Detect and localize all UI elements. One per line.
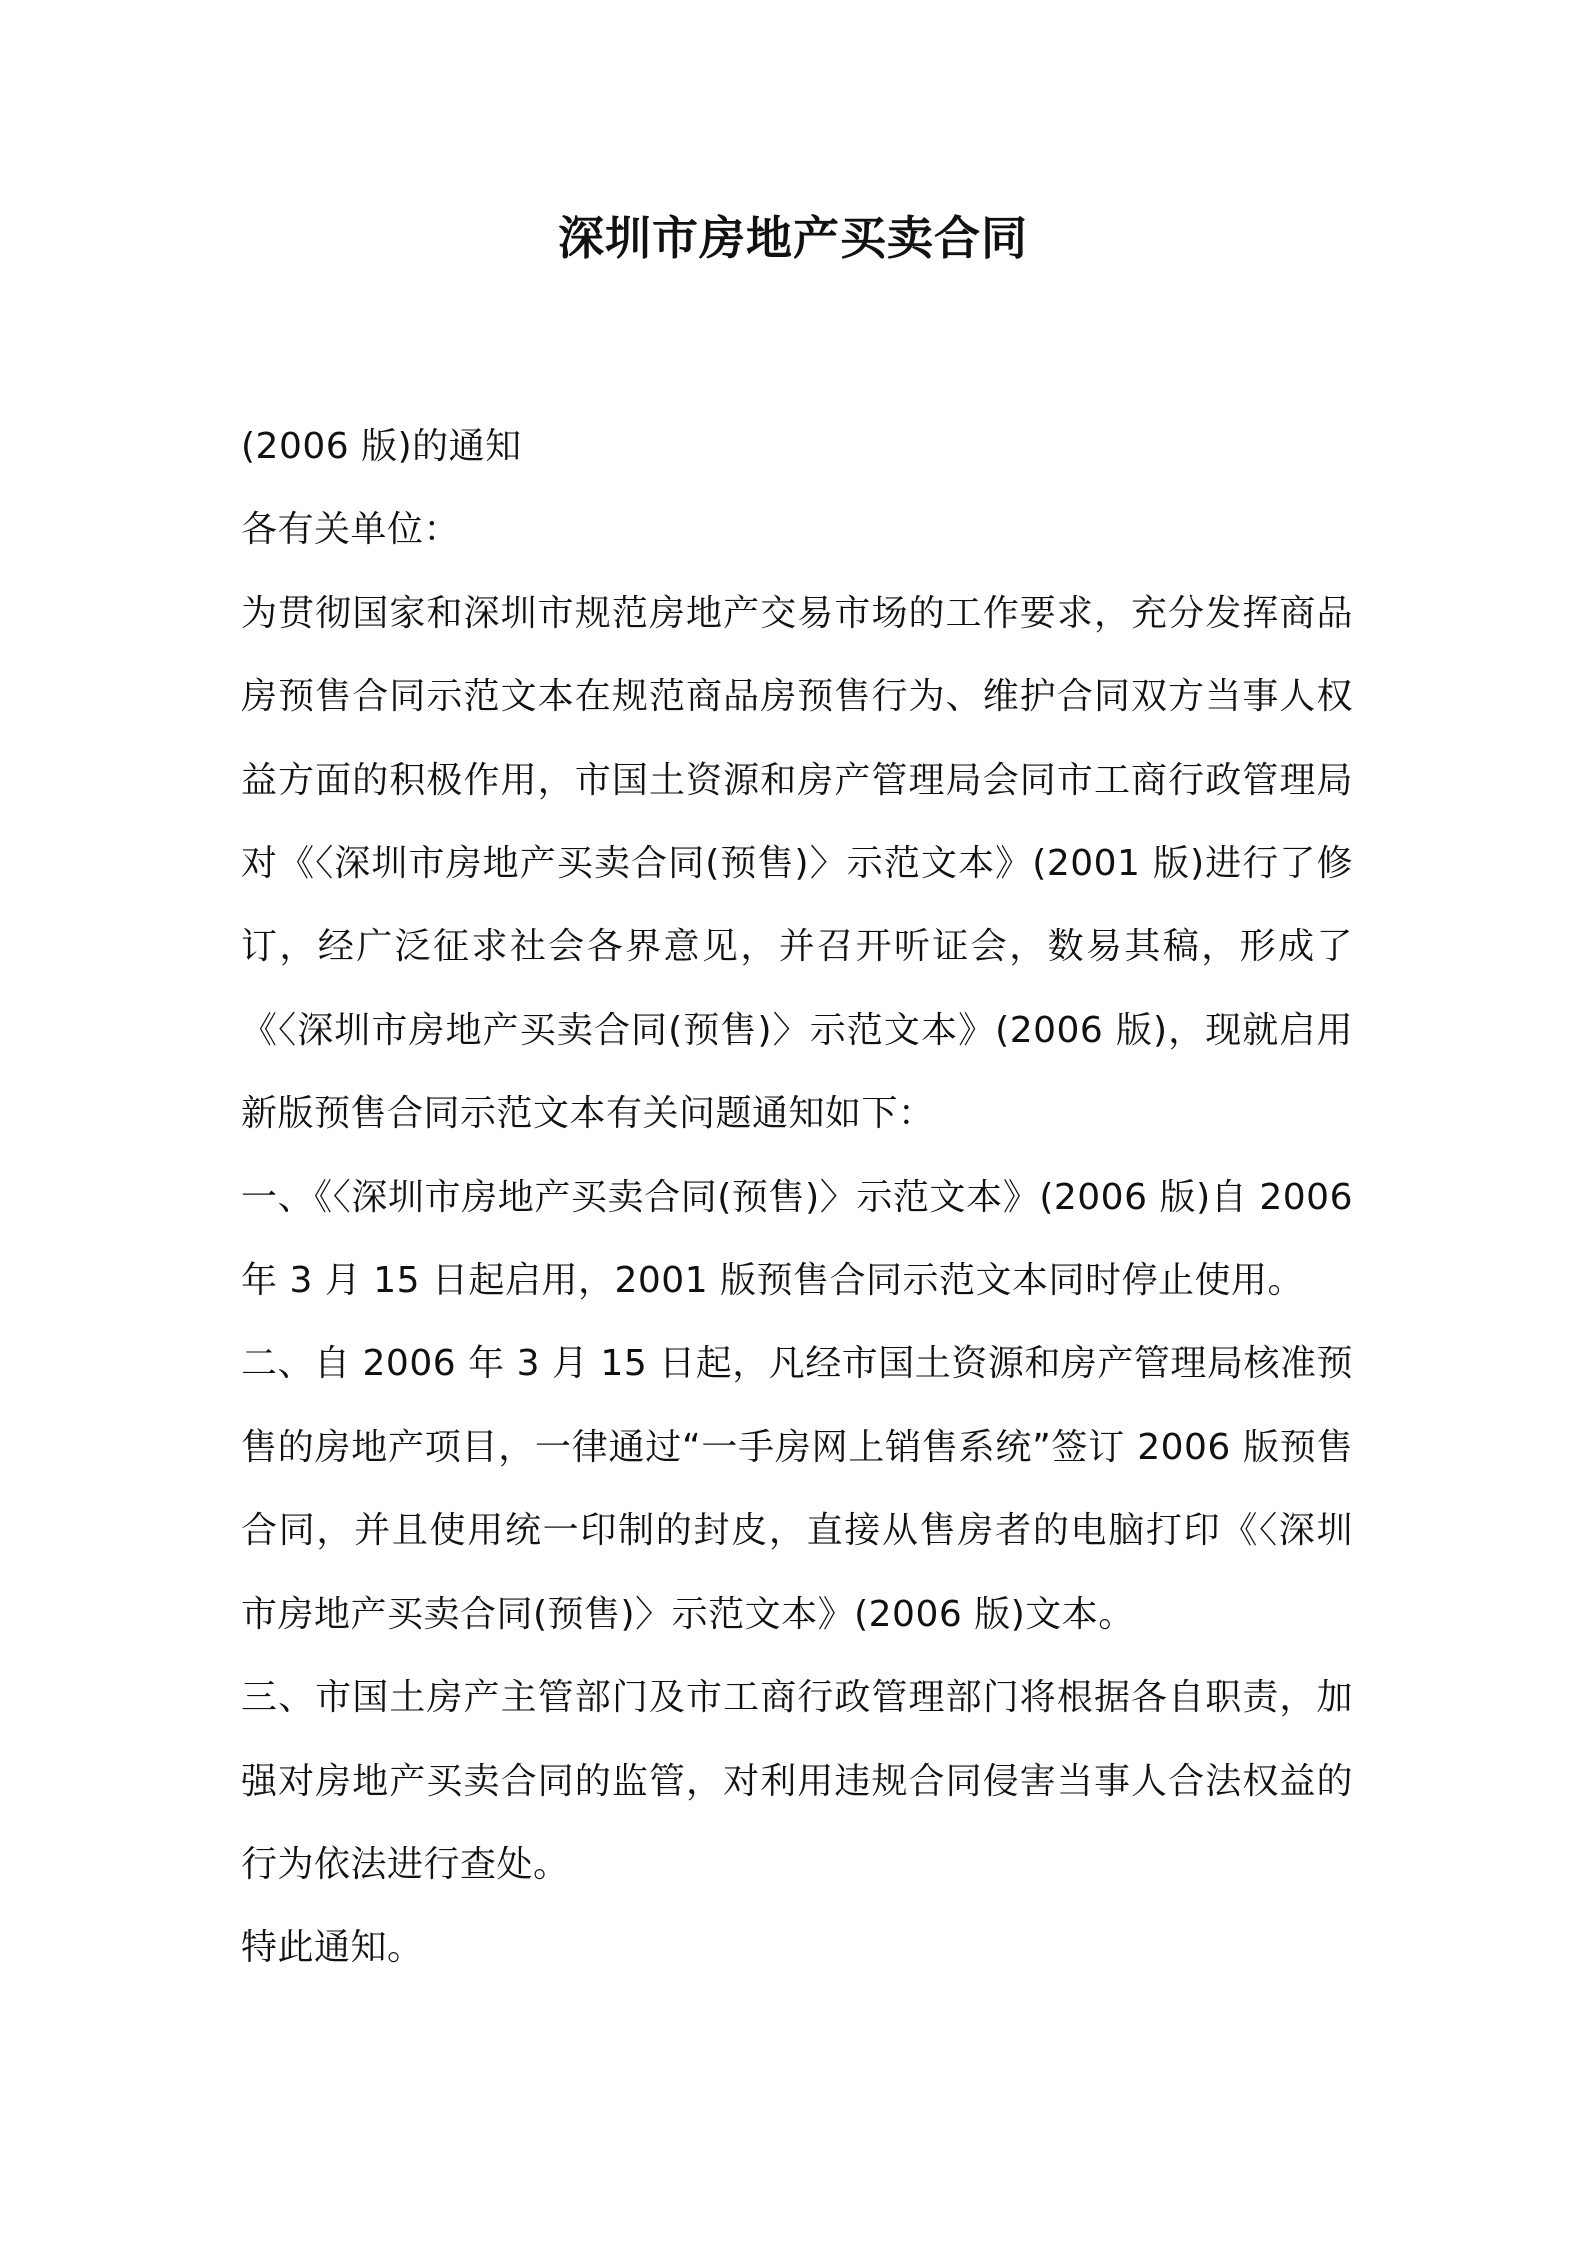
item-three: 三、市国土房产主管部门及市工商行政管理部门将根据各自职责，加强对房地产买卖合同的监管，对利用违规合同侵害当事人合法权益的行为依法进行查处。: [241, 1677, 1353, 1885]
intro-paragraph: 为贯彻国家和深圳市规范房地产交易市场的工作要求，充分发挥商品房预售合同示范文本在规范商品房预售行为、维护合同双方当事人权益方面的积极作用，市国土资源和房产管理局会同市工商行政管理局对《〈深圳市房地产买卖合同(预售)〉示范文本》(2001 版)进行了修订，经广泛征求社会各界意见，并召开听证会，数易其稿，形成了《〈深圳市房地产买卖合同(预售)〉示范文本》(2006 版)，现就启用新版预售合同示范文本有关问题通知如下：: [241, 592, 1353, 1135]
document-body: [241, 405, 1353, 1990]
salutation: 各有关单位：: [241, 509, 461, 551]
item-two: 二、自 2006 年 3 月 15 日起，凡经市国土资源和房产管理局核准预售的房地产项目，一律通过“一手房网上销售系统”签订 2006 版预售合同，并且使用统一印制的封皮，直接从售房者的电脑打印《〈深圳市房地产买卖合同(预售)〉示范文本》(2006 版)文本。: [241, 1343, 1353, 1635]
heading-notice: (2006 版)的通知: [241, 426, 522, 467]
closing-line: 特此通知。: [241, 1927, 424, 1969]
item-one: 一、《〈深圳市房地产买卖合同(预售)〉示范文本》(2006 版)自 2006 年 3 月 15 日起启用，2001 版预售合同示范文本同时停止使用。: [241, 1176, 1353, 1302]
document-title: 深圳市房地产买卖合同: [558, 211, 1028, 265]
